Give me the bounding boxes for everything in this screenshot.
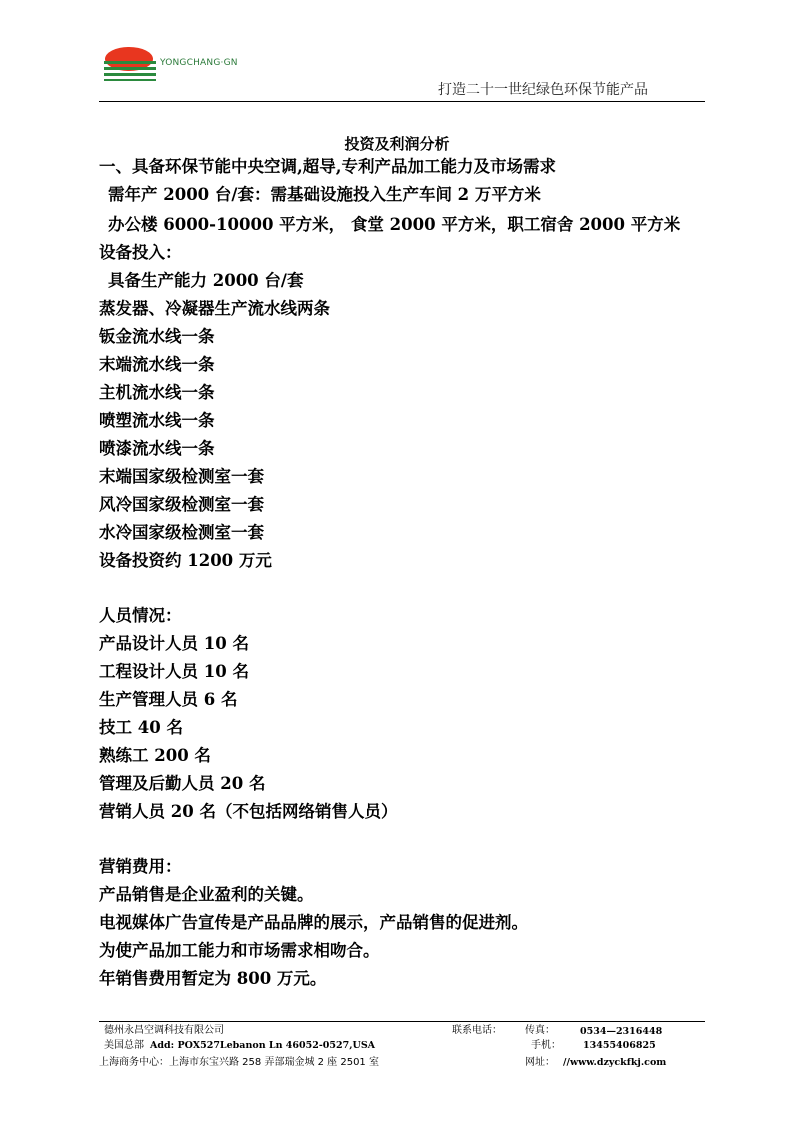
footer-web-value: //www.dzyckfkj.com [563, 1057, 667, 1068]
body-line: 为使产品加工能力和市场需求相吻合。 [99, 941, 380, 960]
body-line: 喷塑流水线一条 [99, 411, 215, 430]
footer-shanghai-office: 上海商务中心：上海市东宝兴路 258 弄部瑞金城 2 座 2501 室 [99, 1057, 379, 1068]
header-divider [99, 101, 705, 102]
footer-us-office-label: 美国总部 [104, 1040, 144, 1051]
footer-fax-label: 传真： [525, 1025, 555, 1036]
header-slogan: 打造二十一世纪绿色环保节能产品 [438, 82, 648, 98]
body-line: 需年产 2000 台/套：需基础设施投入生产车间 2 万平方米 [108, 185, 541, 204]
footer-company: 德州永昌空调科技有限公司 [104, 1025, 224, 1036]
section-heading-equipment: 设备投入： [99, 243, 182, 262]
footer-fax-value: 0534—2316448 [580, 1026, 663, 1037]
section-heading-marketing: 营销费用： [99, 857, 182, 876]
body-line: 末端国家级检测室一套 [99, 467, 264, 486]
section-heading-capacity: 一、具备环保节能中央空调,超导,专利产品加工能力及市场需求 [99, 157, 556, 176]
footer-web-label: 网址： [525, 1057, 555, 1068]
body-line: 管理及后勤人员 20 名 [99, 774, 266, 793]
footer-us-office-address: Add: POX527Lebanon Ln 46052-0527,USA [150, 1040, 376, 1051]
body-line: 技工 40 名 [99, 718, 183, 737]
body-line: 产品销售是企业盈利的关键。 [99, 885, 314, 904]
body-line: 营销人员 20 名（不包括网络销售人员） [99, 802, 398, 821]
body-line: 风冷国家级检测室一套 [99, 495, 264, 514]
body-line: 生产管理人员 6 名 [99, 690, 238, 709]
body-line: 熟练工 200 名 [99, 746, 211, 765]
body-line: 电视媒体广告宣传是产品品牌的展示，产品销售的促进剂。 [99, 913, 528, 932]
footer-contact-label: 联系电话： [452, 1025, 502, 1036]
body-line: 工程设计人员 10 名 [99, 662, 249, 681]
footer-mobile-label: 手机： [531, 1040, 561, 1051]
body-line: 具备生产能力 2000 台/套 [108, 271, 304, 290]
logo-text: YONGCHANG·GN [160, 58, 238, 68]
document-title: 投资及利润分析 [344, 135, 450, 153]
body-line: 主机流水线一条 [99, 383, 215, 402]
body-line: 蒸发器、冷凝器生产流水线两条 [99, 299, 330, 318]
body-line: 产品设计人员 10 名 [99, 634, 249, 653]
body-line: 水冷国家级检测室一套 [99, 523, 264, 542]
body-line: 钣金流水线一条 [99, 327, 215, 346]
body-line: 设备投资约 1200 万元 [99, 551, 272, 570]
footer-mobile-value: 13455406825 [583, 1040, 656, 1051]
section-heading-staff: 人员情况： [99, 606, 182, 625]
footer-divider [99, 1021, 705, 1022]
body-line: 喷漆流水线一条 [99, 439, 215, 458]
body-line: 年销售费用暂定为 800 万元。 [99, 969, 327, 988]
body-line: 办公楼 6000-10000 平方米， 食堂 2000 平方米，职工宿舍 2000 平方米 [108, 215, 681, 234]
body-line: 末端流水线一条 [99, 355, 215, 374]
